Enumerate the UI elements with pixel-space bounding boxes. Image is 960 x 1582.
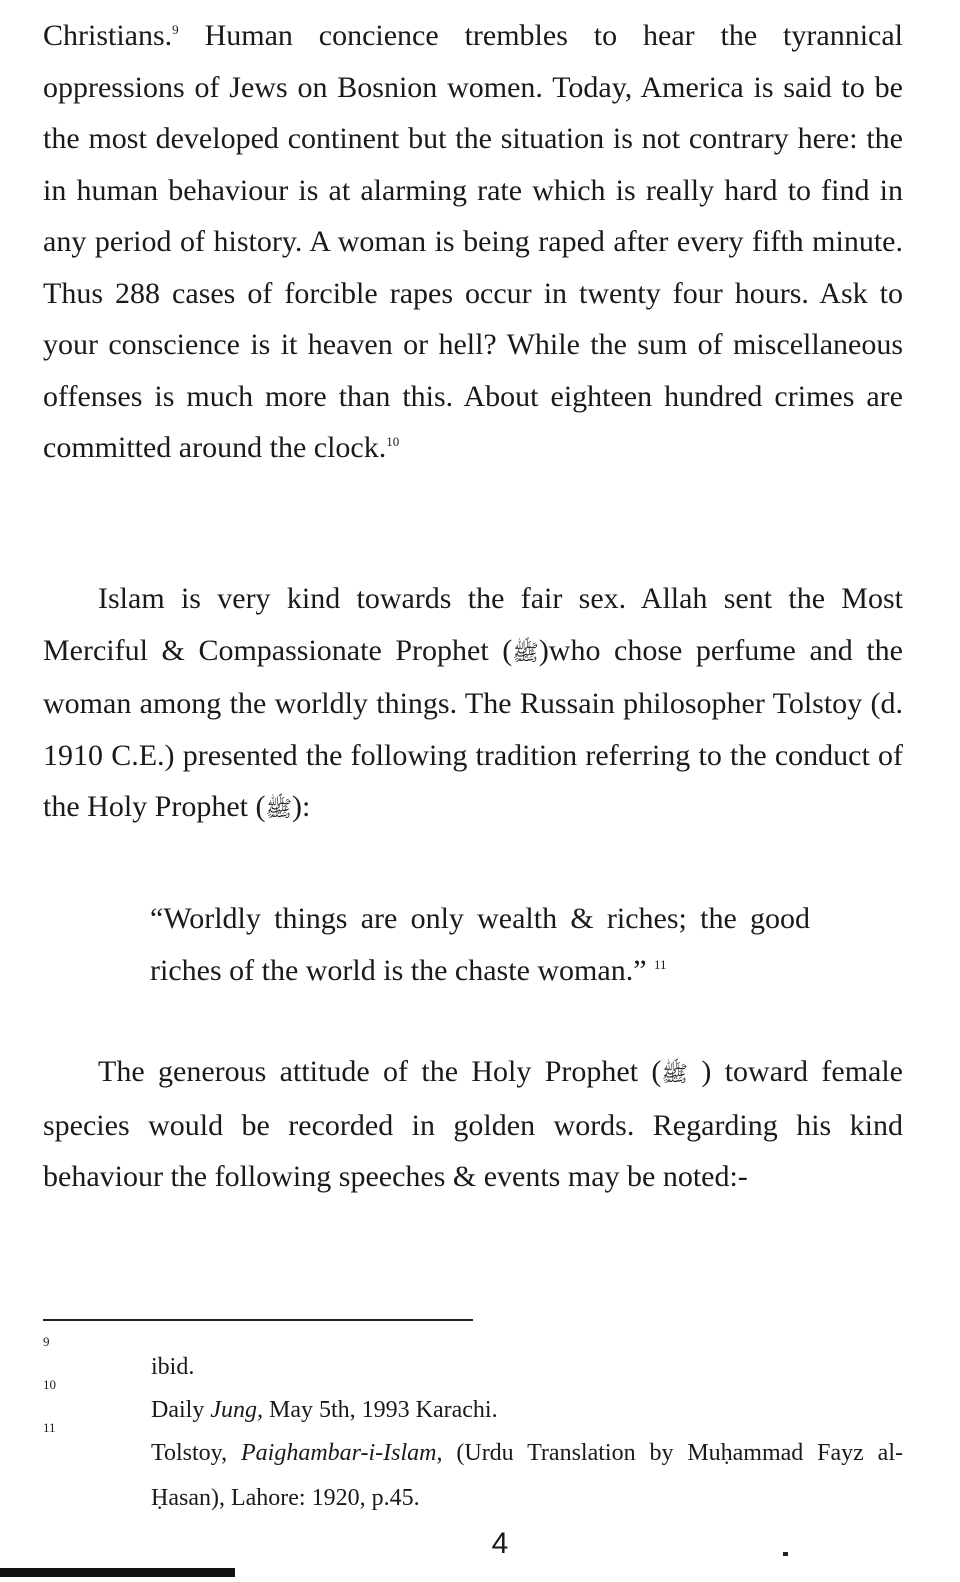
footnote-source-title: Jung, — [210, 1397, 263, 1423]
footnote-text-tail: (Urdu Translation by Muḥammad Fayz al-Ḥasan), Lahore: 1920, p.45. — [151, 1440, 903, 1511]
footnote-text — [151, 1388, 903, 1433]
footnote-divider — [43, 1319, 473, 1321]
paragraph-1 — [43, 10, 903, 474]
footnote-ref-9: 9 — [172, 22, 179, 37]
paragraph-3 — [43, 1046, 903, 1203]
footnote-text-lead: Tolstoy, — [151, 1440, 241, 1466]
honorific-glyph-1: ﷺ — [512, 639, 539, 665]
paragraph-2-part-1: Islam is very kind towards the fair sex. Allah sent the Most Merciful & Compassionate Prophet ( — [43, 582, 903, 667]
paragraph-1-body: Human concience trembles to hear the tyrannical oppressions of Jews on Bosnion women. Today, America is said to be the most developed continent but the situation is not contrary here: the in human behaviour is at alarming rate which is really hard to find in any period of history. A woman is being raped after every fifth minute. Thus 288 cases of forcible rapes occur in twenty four hours. Ask to your conscience is it heaven or hell? While the sum of miscellaneous offenses is much more than this. About eighteen hundred crimes are committed around the clock. — [43, 19, 903, 464]
footnote-10 — [43, 1377, 903, 1433]
footnote-number: 10 — [43, 1377, 56, 1392]
honorific-glyph-2: ﷺ — [265, 796, 293, 821]
quote-text: “Worldly things are only wealth & riches; the good riches of the world is the chaste woman.” — [150, 902, 810, 987]
footnote-9 — [43, 1334, 903, 1390]
footnote-text: ibid. — [151, 1354, 195, 1380]
scan-edge-bar — [0, 1568, 235, 1577]
paragraph-2-part-2: )who chose perfume and the woman among the worldly things. The Russain philosopher Tolstoy (d. 1910 C.E.) presented the following tradition referring to the conduct of the Holy Prophet ( — [43, 633, 903, 823]
footnote-text-lead: Daily — [151, 1397, 211, 1423]
footnote-source-title: Paighambar-i-Islam, — [240, 1440, 443, 1466]
paragraph-2-part-3: ): — [292, 790, 311, 823]
footnote-number: 11 — [43, 1420, 56, 1435]
footnote-number: 9 — [43, 1334, 50, 1349]
footnote-text-tail: May 5th, 1993 Karachi. — [262, 1397, 498, 1423]
paragraph-3-part-1: The generous attitude of the Holy Prophet ( — [98, 1055, 662, 1088]
footnote-11 — [43, 1420, 903, 1521]
page-number: 4 — [491, 1527, 509, 1560]
paragraph-3-part-2: ) toward female species would be recorded in golden words. Regarding his kind behaviour the following speeches & events may be noted:- — [43, 1055, 903, 1193]
footnote-ref-10: 10 — [386, 434, 400, 449]
paragraph-2 — [43, 573, 903, 835]
paragraph-1-lead: Christians. — [43, 19, 173, 52]
footnote-ref-11: 11 — [654, 956, 667, 972]
block-quote — [150, 893, 810, 996]
footnote-text — [151, 1431, 903, 1521]
honorific-glyph-3: ﷺ — [661, 1061, 688, 1086]
scan-speck — [783, 1552, 788, 1556]
